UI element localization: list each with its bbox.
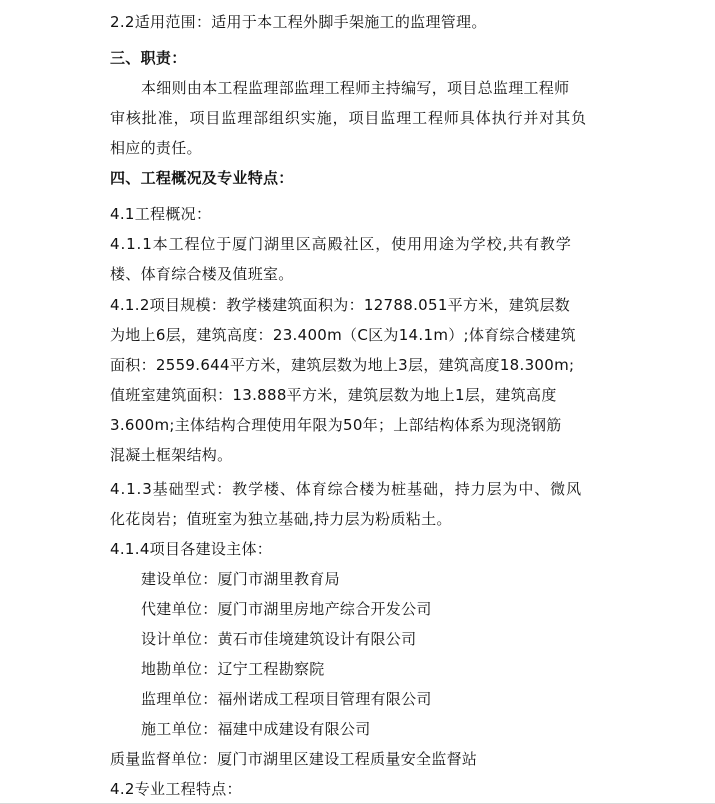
subheading-professional-features: 4.2专业工程特点： bbox=[110, 780, 242, 798]
paragraph-line: 混凝土框架结构。 bbox=[110, 446, 233, 464]
party-quality-supervision: 质量监督单位：厦门市湖里区建设工程质量安全监督站 bbox=[110, 750, 478, 768]
paragraph-line: 面积：2559.644平方米，建筑层数为地上3层，建筑高度18.300m; bbox=[110, 356, 575, 374]
party-survey-unit: 地勘单位：辽宁工程勘察院 bbox=[141, 660, 325, 678]
subheading-project-parties: 4.1.4项目各建设主体： bbox=[110, 540, 273, 558]
section-heading-overview: 四、工程概况及专业特点： bbox=[110, 169, 294, 187]
party-construction-unit: 建设单位：厦门市湖里教育局 bbox=[141, 570, 340, 588]
paragraph-line: 楼、体育综合楼及值班室。 bbox=[110, 265, 294, 283]
scope-line: 2.2适用范围：适用于本工程外脚手架施工的监理管理。 bbox=[110, 13, 487, 31]
paragraph-line: 为地上6层，建筑高度：23.400m（C区为14.1m）;体育综合楼建筑 bbox=[110, 326, 576, 344]
paragraph-line: 相应的责任。 bbox=[110, 139, 202, 157]
party-agent-unit: 代建单位：厦门市湖里房地产综合开发公司 bbox=[141, 600, 432, 618]
paragraph-line: 3.600m;主体结构合理使用年限为50年；上部结构体系为现浇钢筋 bbox=[110, 416, 562, 434]
paragraph-line: 4.1.3基础型式：教学楼、体育综合楼为桩基础，持力层为中、微风 bbox=[110, 480, 582, 498]
paragraph-line: 本细则由本工程监理部监理工程师主持编写，项目总监理工程师 bbox=[141, 79, 570, 97]
subheading-project-overview: 4.1工程概况： bbox=[110, 205, 212, 223]
paragraph-line: 审核批准，项目监理部组织实施，项目监理工程师具体执行并对其负 bbox=[110, 109, 588, 127]
party-contractor-unit: 施工单位：福建中成建设有限公司 bbox=[141, 720, 371, 738]
party-supervision-unit: 监理单位：福州诺成工程项目管理有限公司 bbox=[141, 690, 432, 708]
paragraph-line: 值班室建筑面积：13.888平方米，建筑层数为地上1层，建筑高度 bbox=[110, 386, 557, 404]
party-design-unit: 设计单位：黄石市佳境建筑设计有限公司 bbox=[141, 630, 417, 648]
section-heading-responsibilities: 三、职责： bbox=[110, 49, 187, 67]
paragraph-line: 化花岗岩；值班室为独立基础,持力层为粉质粘土。 bbox=[110, 510, 452, 528]
paragraph-line: 4.1.1本工程位于厦门湖里区高殿社区，使用用途为学校,共有教学 bbox=[110, 235, 572, 253]
paragraph-line: 4.1.2项目规模：教学楼建筑面积为：12788.051平方米，建筑层数 bbox=[110, 296, 571, 314]
